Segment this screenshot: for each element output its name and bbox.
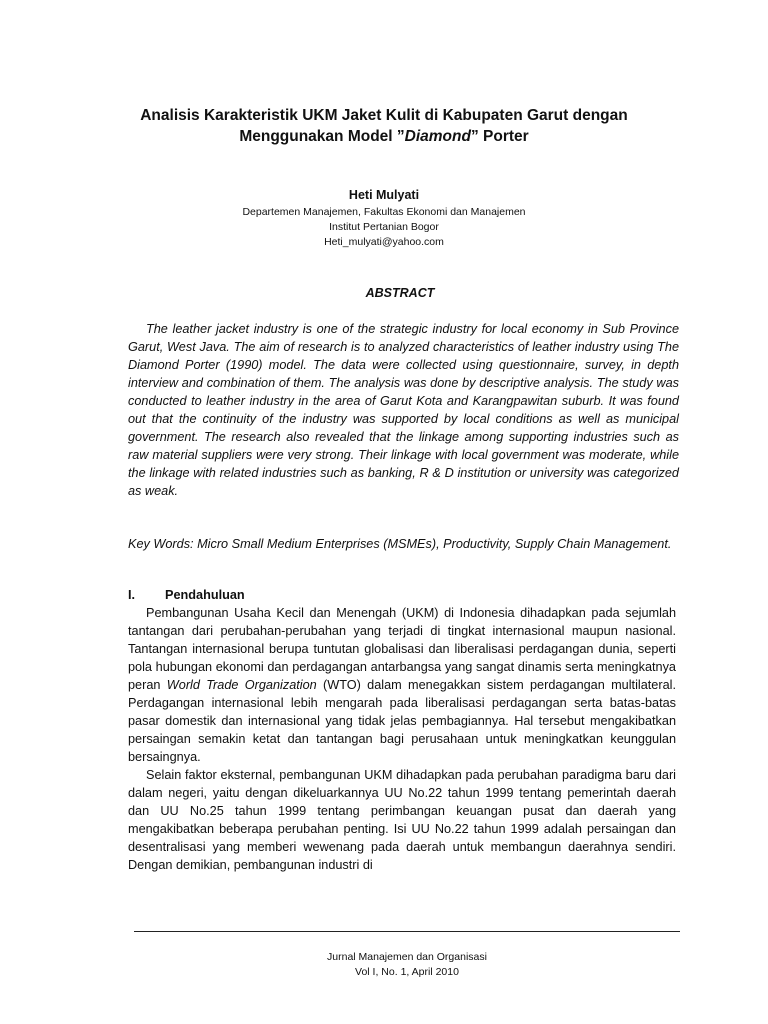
paper-title — [120, 105, 648, 147]
title-line-2-suffix: ” Porter — [470, 128, 529, 145]
footer-divider — [134, 931, 680, 932]
body-paragraph-1 — [128, 604, 676, 766]
title-line-2 — [120, 126, 648, 147]
footer-journal: Jurnal Manajemen dan Organisasi — [327, 951, 487, 963]
section-title: Pendahuluan — [165, 588, 245, 602]
body-text — [128, 604, 676, 874]
title-line-2-italic: Diamond — [404, 128, 471, 145]
author-department: Departemen Manajemen, Fakultas Ekonomi dan Manajemen — [242, 206, 526, 218]
keywords-label: Key Words: — [128, 537, 198, 551]
section-number: I. — [128, 588, 136, 602]
footer-issue: Vol I, No. 1, April 2010 — [355, 966, 459, 978]
abstract-heading: ABSTRACT — [365, 286, 435, 300]
title-line-2-prefix: Menggunakan Model ” — [239, 128, 405, 145]
para1-italic: World Trade Organization — [166, 678, 317, 692]
title-line-1: Analisis Karakteristik UKM Jaket Kulit di Kabupaten Garut dengan — [140, 107, 628, 124]
author-affiliation — [0, 205, 768, 250]
body-paragraph-2: Selain faktor eksternal, pembangunan UKM dihadapkan pada perubahan paradigma baru dari dalam negeri, yaitu dengan dikeluarkannya UU No.22 tahun 1999 tentang pemerintah daerah dan UU No.25 tahun 1999 tentang perimbangan keuangan pusat dan daerah yang mengakibatkan beberapa perubahan penting. Isi UU No.22 tahun 1999 adalah persaingan dan desentralisasi yang memberi wewenang pada daerah untuk membangun daerahnya sendiri. Dengan demikian, pembangunan industri di — [128, 768, 676, 872]
para1-part2: (WTO) dalam menegakkan sistem perdagangan multilateral. Perdagangan internasional lebih mengarah pada liberalisasi perdagangan serta batas-batas pasar domestik dan internasional yang tidak jelas pembagiannya. Hal tersebut mengakibatkan persaingan semakin ketat dan tantangan bagi perusahaan untuk meningkatkan keunggulan bersaingnya. — [128, 678, 676, 764]
para1-part1: Pembangunan Usaha Kecil dan Menengah (UKM) di Indonesia dihadapkan pada sejumlah tantangan dari perubahan-perubahan yang terjadi di tingkat internasional maupun nasional. Tantangan internasional berupa tuntutan globalisasi dan liberalisasi perdagangan dunia, seperti pola hubungan ekonomi dan perdagangan antarbangsa yang sangat dinamis serta meningkatnya peran — [128, 606, 676, 692]
abstract-text: The leather jacket industry is one of the strategic industry for local economy in Sub Province Garut, West Java. The aim of research is to analyzed characteristics of leather industry using The Diamond Porter (1990) model. The data were collected using questionnaire, survey, in depth interview and combination of them. The analysis was done by descriptive analysis. The study was conducted to leather industry in the area of Garut Kota and Karangpawitan suburb. It was found out that the continuity of the industry was supported by local conditions as well as municipal government. The research also revealed that the linkage among supporting industries such as raw material suppliers were very strong. Their linkage with local government was moderate, while the linkage with related industries such as banking, R & D institution or university was categorized as weak. — [128, 322, 679, 498]
author-email: Heti_mulyati@yahoo.com — [324, 236, 444, 248]
author-institution: Institut Pertanian Bogor — [329, 221, 439, 233]
keywords — [128, 535, 676, 553]
keywords-text: Micro Small Medium Enterprises (MSMEs), Productivity, Supply Chain Management. — [197, 537, 672, 551]
page-footer — [0, 950, 768, 980]
author-name: Heti Mulyati — [348, 188, 420, 202]
section-heading — [128, 588, 245, 602]
